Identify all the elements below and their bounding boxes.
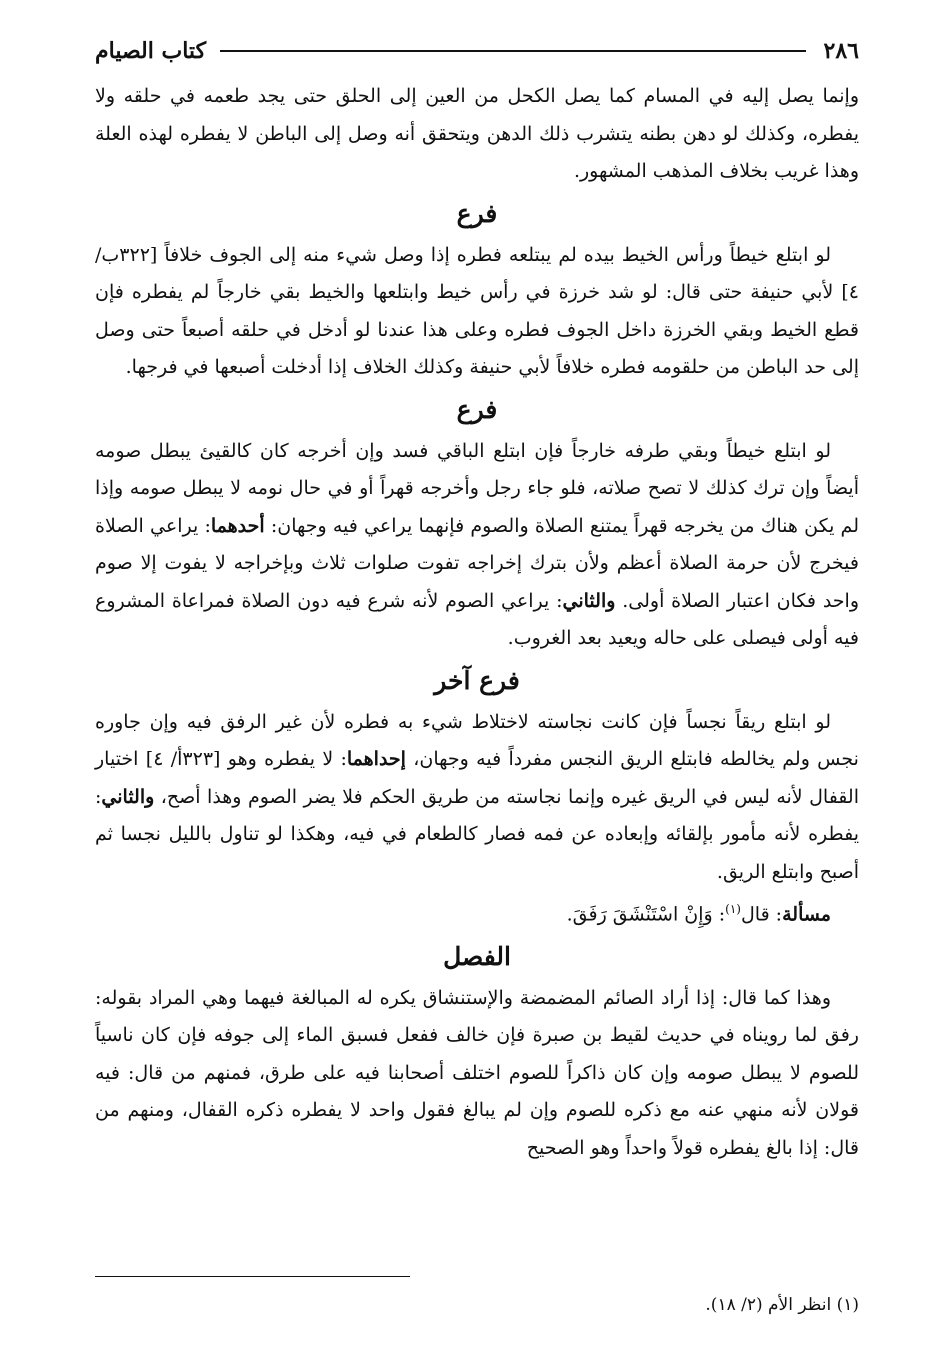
term-second-view-2: والثاني <box>101 785 155 808</box>
section-heading-4: الفصل <box>443 941 511 971</box>
term-first-view: أحدهما <box>210 514 265 537</box>
paragraph-3-part-3: : يراعي الصوم لأنه شرع فيه دون الصلاة فمراعاة المشروع فيه أولى فيصلى على حاله ويعيد بعد الغروب. <box>95 589 859 649</box>
page-number: ٢٨٦ <box>823 38 859 64</box>
masala-text: : قال <box>740 903 783 926</box>
paragraph-3-part-1: لو ابتلع خيطاً وبقي طرفه خارجاً فإن ابتلع الباقي فسد وإن أخرجه كان كالقيئ يبطل صومه أيضاً وإن ترك كذلك لا تصح صلاته، فلو جاء رجل وأخرجه قهراً أو في حال نومه لا يبطل صومه وإذا لم يكن هناك من يخرجه قهراً يمتنع الصلاة والصوم فإنهما يراعي فيه وجهان: <box>95 439 859 537</box>
term-first-view-2: إحداهما <box>346 748 406 770</box>
footnote-number: (١) <box>836 1295 859 1315</box>
masala-line <box>95 891 859 934</box>
footnote-rule <box>95 1276 410 1277</box>
paragraph-3-part-2: : يراعي الصلاة فيخرج لأن حرمة الصلاة أعظم ولأن بترك إخراجه تفوت صلوات ثلاث وبإخراجه لا يفوت إلا صوم واحد فكان اعتبار الصلاة أولى. <box>95 514 859 612</box>
footnote-text: انظر الأم (٢/ ١٨). <box>705 1295 832 1315</box>
masala-label: مسألة <box>782 903 831 926</box>
footnote <box>705 1292 859 1318</box>
paragraph-4 <box>95 704 859 892</box>
paragraph-5: وهذا كما قال: إذا أراد الصائم المضمضة والإستنشاق يكره له المبالغة فيهما وهي المراد بقوله: رفق لما رويناه في حديث لقيط بن صبرة فإن خالف ففعل فسبق الماء إلى جوفه فإن كان ناسياً للصوم لا يبطل صومه وإن كان ذاكراً للصوم اختلف أصحابنا فيه على طرق، فمنهم من قال: فيه قولان لأنه منهي عنه مع ذكره للصوم وإن لم يبالغ فقول واحد لا يفطره ذكره القفال، ومنهم من قال: إذا بالغ يفطره قولاً واحداً وهو الصحيح <box>95 986 859 1159</box>
section-heading-2: فرع <box>456 394 498 424</box>
page-header <box>95 34 859 68</box>
paragraph-4-part-2: : لا يفطره وهو [٣٢٣أ/ ٤] اختيار القفال لأنه ليس في الريق غيره وإنما نجاسته من طريق الحكم فلا يضر الصوم وهذا أصح، <box>95 748 859 808</box>
book-title: كتاب الصيام <box>95 38 207 64</box>
section-heading-3: فرع آخر <box>434 665 520 695</box>
page-body <box>95 78 859 1167</box>
section-heading-1: فرع <box>456 198 498 228</box>
paragraph-4-part-3: : يفطره لأنه مأمور بإلقائه وإبعاده عن فمه فصار كالطعام في فيه، وهكذا لو تناول بالليل نجسا ثم أصبح وابتلع الريق. <box>95 785 859 883</box>
footnote-reference[interactable]: (١) <box>725 902 741 916</box>
header-rule <box>220 50 806 52</box>
paragraph-3 <box>95 433 859 658</box>
paragraph-1: وإنما يصل إليه في المسام كما يصل الكحل من العين إلى الحلق حتى يجد طعمه في حلقه ولا يفطره، وكذلك لو دهن بطنه يتشرب ذلك الدهن ويتحقق أنه وصل إلى الباطن لا يفطره لهذه العلة وهذا غريب بخلاف المذهب المشهور. <box>95 85 859 182</box>
term-second-view: والثاني <box>562 589 616 612</box>
masala-quote: : وَإِنْ اسْتَنْشَقَ رَفَقَ. <box>566 903 726 926</box>
paragraph-2: لو ابتلع خيطاً ورأس الخيط بيده لم يبتلعه فطره إذا وصل شيء منه إلى الجوف خلافاً [٣٢٢ب/ ٤] لأبي حنيفة حتى قال: لو شد خرزة في رأس خيط وابتلعها والخيط بقي خارجاً لم يفطره فإن قطع الخيط وبقي الخرزة داخل الجوف فطره وعلى هذا عندنا لو أدخل في حلقه أصبعاً حتى وصل إلى حد الباطن من حلقومه فطره خلافاً لأبي حنيفة وكذلك الخلاف إذا أدخلت أصبعها في فرجها. <box>95 243 859 378</box>
paragraph-4-part-1: لو ابتلع ريقاً نجساً فإن كانت نجاسته لاختلاط شيء به فطره لأن غير الرفق فيه وإن جاوره نجس ولم يخالطه فابتلع الريق النجس مفرداً فيه وجهان، <box>95 710 859 770</box>
